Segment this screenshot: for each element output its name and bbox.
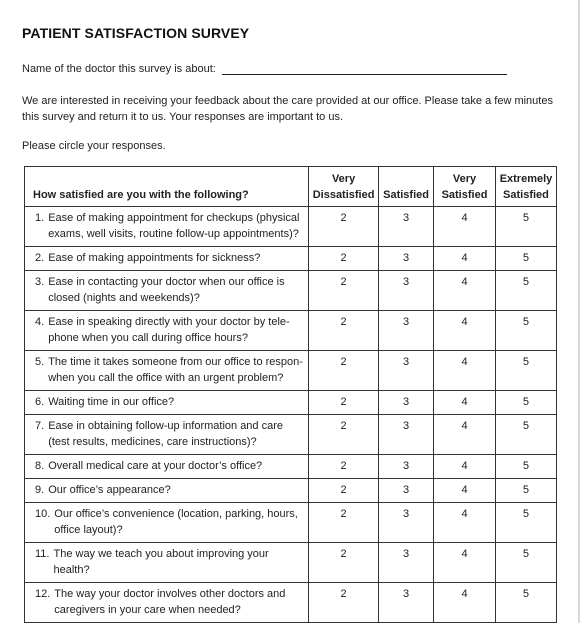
question-cell: [25, 543, 309, 583]
question-wrap: [35, 418, 304, 450]
question-number: 2.: [35, 252, 45, 264]
rating-cell[interactable]: 3: [379, 351, 434, 391]
question-cell: [25, 455, 309, 479]
doctor-name-blank[interactable]: [222, 64, 507, 75]
column-header-line2: Satisfied: [383, 189, 429, 201]
question-number: 9.: [35, 484, 45, 496]
rating-cell[interactable]: 4: [434, 415, 496, 455]
question-number: 7.: [35, 420, 45, 432]
question-column-header: How satisfied are you with the following?: [25, 167, 309, 207]
question-cell: [25, 351, 309, 391]
table-row: [25, 207, 557, 247]
question-wrap: [35, 394, 304, 410]
question-number: 10.: [35, 508, 51, 520]
question-number: 8.: [35, 460, 45, 472]
table-row: [25, 247, 557, 271]
question-text: Our office’s convenience (location, parking, hours, office layout)?: [54, 508, 298, 536]
table-row: [25, 415, 557, 455]
intro-paragraph: We are interested in receiving your feedback about the care provided at our office. Please take a few minutes this survey and return it to us. Your responses are important to us.: [22, 95, 553, 123]
question-text: Ease in contacting your doctor when our office is closed (nights and weekends)?: [48, 276, 285, 304]
question-number: 12.: [35, 588, 51, 600]
rating-cell[interactable]: 2: [309, 351, 379, 391]
question-text: Ease in speaking directly with your doctor by tele-phone when you call during office hours?: [48, 316, 290, 344]
rating-cell[interactable]: 2: [309, 415, 379, 455]
rating-cell[interactable]: 4: [434, 391, 496, 415]
rating-cell[interactable]: 3: [379, 247, 434, 271]
instruction-text: Please circle your responses.: [22, 140, 166, 152]
rating-cell[interactable]: 3: [379, 311, 434, 351]
rating-cell[interactable]: 2: [309, 455, 379, 479]
doctor-name-row: [22, 63, 507, 75]
table-row: [25, 391, 557, 415]
question-text: The time it takes someone from our office to respon- when you call the office with an urgent problem?: [48, 356, 303, 384]
question-wrap: [35, 586, 304, 618]
column-header-line1: Very: [452, 173, 477, 185]
rating-cell[interactable]: 3: [379, 583, 434, 623]
question-number: 11.: [35, 548, 50, 560]
rating-cell[interactable]: 3: [379, 455, 434, 479]
question-cell: [25, 415, 309, 455]
rating-cell[interactable]: 2: [309, 583, 379, 623]
question-cell: [25, 479, 309, 503]
question-number: 1.: [35, 212, 45, 224]
rating-cell[interactable]: 5: [495, 543, 556, 583]
rating-cell[interactable]: 4: [434, 351, 496, 391]
rating-cell[interactable]: 5: [495, 391, 556, 415]
question-cell: [25, 391, 309, 415]
rating-cell[interactable]: 4: [434, 271, 496, 311]
column-header-very-dissatisfied: [309, 167, 379, 207]
question-cell: [25, 207, 309, 247]
rating-cell[interactable]: 2: [309, 247, 379, 271]
question-cell: [25, 247, 309, 271]
rating-cell[interactable]: 3: [379, 391, 434, 415]
rating-cell[interactable]: 4: [434, 207, 496, 247]
question-wrap: [35, 354, 304, 386]
question-text: The way we teach you about improving your health?: [53, 548, 269, 576]
column-header-extremely-satisfied: [495, 167, 556, 207]
rating-cell[interactable]: 4: [434, 503, 496, 543]
question-cell: [25, 583, 309, 623]
rating-cell[interactable]: 3: [379, 543, 434, 583]
doctor-name-label: Name of the doctor this survey is about:: [22, 63, 216, 75]
question-wrap: [35, 274, 304, 306]
question-cell: [25, 311, 309, 351]
rating-cell[interactable]: 4: [434, 583, 496, 623]
question-wrap: [35, 250, 304, 266]
rating-cell[interactable]: 3: [379, 503, 434, 543]
table-row: [25, 455, 557, 479]
table-header-row: [25, 167, 557, 207]
question-text: Ease of making appointment for checkups (physical exams, well visits, routine follow-up appointments)?: [48, 212, 300, 240]
table-row: [25, 543, 557, 583]
rating-cell[interactable]: 3: [379, 479, 434, 503]
question-number: 5.: [35, 356, 45, 368]
question-number: 4.: [35, 316, 45, 328]
question-cell: [25, 271, 309, 311]
question-number: 3.: [35, 276, 45, 288]
question-text: Waiting time in our office?: [48, 396, 175, 408]
question-text: The way your doctor involves other doctors and caregivers in your care when needed?: [54, 588, 286, 616]
column-header-very-satisfied: [434, 167, 496, 207]
rating-cell[interactable]: 3: [379, 415, 434, 455]
rating-cell[interactable]: 2: [309, 271, 379, 311]
rating-cell[interactable]: 2: [309, 207, 379, 247]
column-header-line1: Very: [331, 173, 356, 185]
column-header-line2: Dissatisfied: [312, 189, 375, 201]
rating-cell[interactable]: 2: [309, 503, 379, 543]
question-cell: [25, 503, 309, 543]
table-row: [25, 583, 557, 623]
table-row: [25, 503, 557, 543]
question-wrap: [35, 210, 304, 242]
question-text: Ease in obtaining follow-up information and care (test results, medicines, care instructions)?: [48, 420, 283, 448]
rating-cell[interactable]: 3: [379, 271, 434, 311]
rating-cell[interactable]: 5: [495, 479, 556, 503]
table-row: [25, 271, 557, 311]
rating-cell[interactable]: 5: [495, 583, 556, 623]
column-header-satisfied: [379, 167, 434, 207]
rating-cell[interactable]: 5: [495, 271, 556, 311]
question-text: Ease of making appointments for sickness?: [48, 252, 261, 264]
question-wrap: [35, 506, 304, 538]
question-number: 6.: [35, 396, 45, 408]
rating-cell[interactable]: 5: [495, 351, 556, 391]
column-header-line2: Satisfied: [441, 189, 488, 201]
rating-cell[interactable]: 4: [434, 455, 496, 479]
rating-cell[interactable]: 4: [434, 247, 496, 271]
question-text: Our office’s appearance?: [48, 484, 171, 496]
rating-cell[interactable]: 4: [434, 311, 496, 351]
rating-cell[interactable]: 5: [495, 415, 556, 455]
page-title: PATIENT SATISFACTION SURVEY: [22, 25, 250, 41]
rating-cell[interactable]: 4: [434, 543, 496, 583]
column-header-line1: Extremely: [499, 173, 553, 185]
question-text: Overall medical care at your doctor’s office?: [48, 460, 263, 472]
rating-cell[interactable]: 3: [379, 207, 434, 247]
rating-cell[interactable]: 4: [434, 479, 496, 503]
table-row: [25, 479, 557, 503]
rating-cell[interactable]: 2: [309, 479, 379, 503]
question-wrap: [35, 458, 304, 474]
question-wrap: [35, 314, 304, 346]
column-header-line2: Satisfied: [503, 189, 549, 201]
rating-cell[interactable]: 5: [495, 247, 556, 271]
question-wrap: [35, 546, 304, 578]
rating-cell[interactable]: 2: [309, 311, 379, 351]
rating-cell[interactable]: 5: [495, 207, 556, 247]
rating-cell[interactable]: 5: [495, 311, 556, 351]
rating-cell[interactable]: 5: [495, 455, 556, 479]
table-row: [25, 351, 557, 391]
rating-cell[interactable]: 5: [495, 503, 556, 543]
rating-cell[interactable]: 2: [309, 543, 379, 583]
question-wrap: [35, 482, 304, 498]
rating-cell[interactable]: 2: [309, 391, 379, 415]
table-row: [25, 311, 557, 351]
survey-table: [24, 166, 557, 623]
